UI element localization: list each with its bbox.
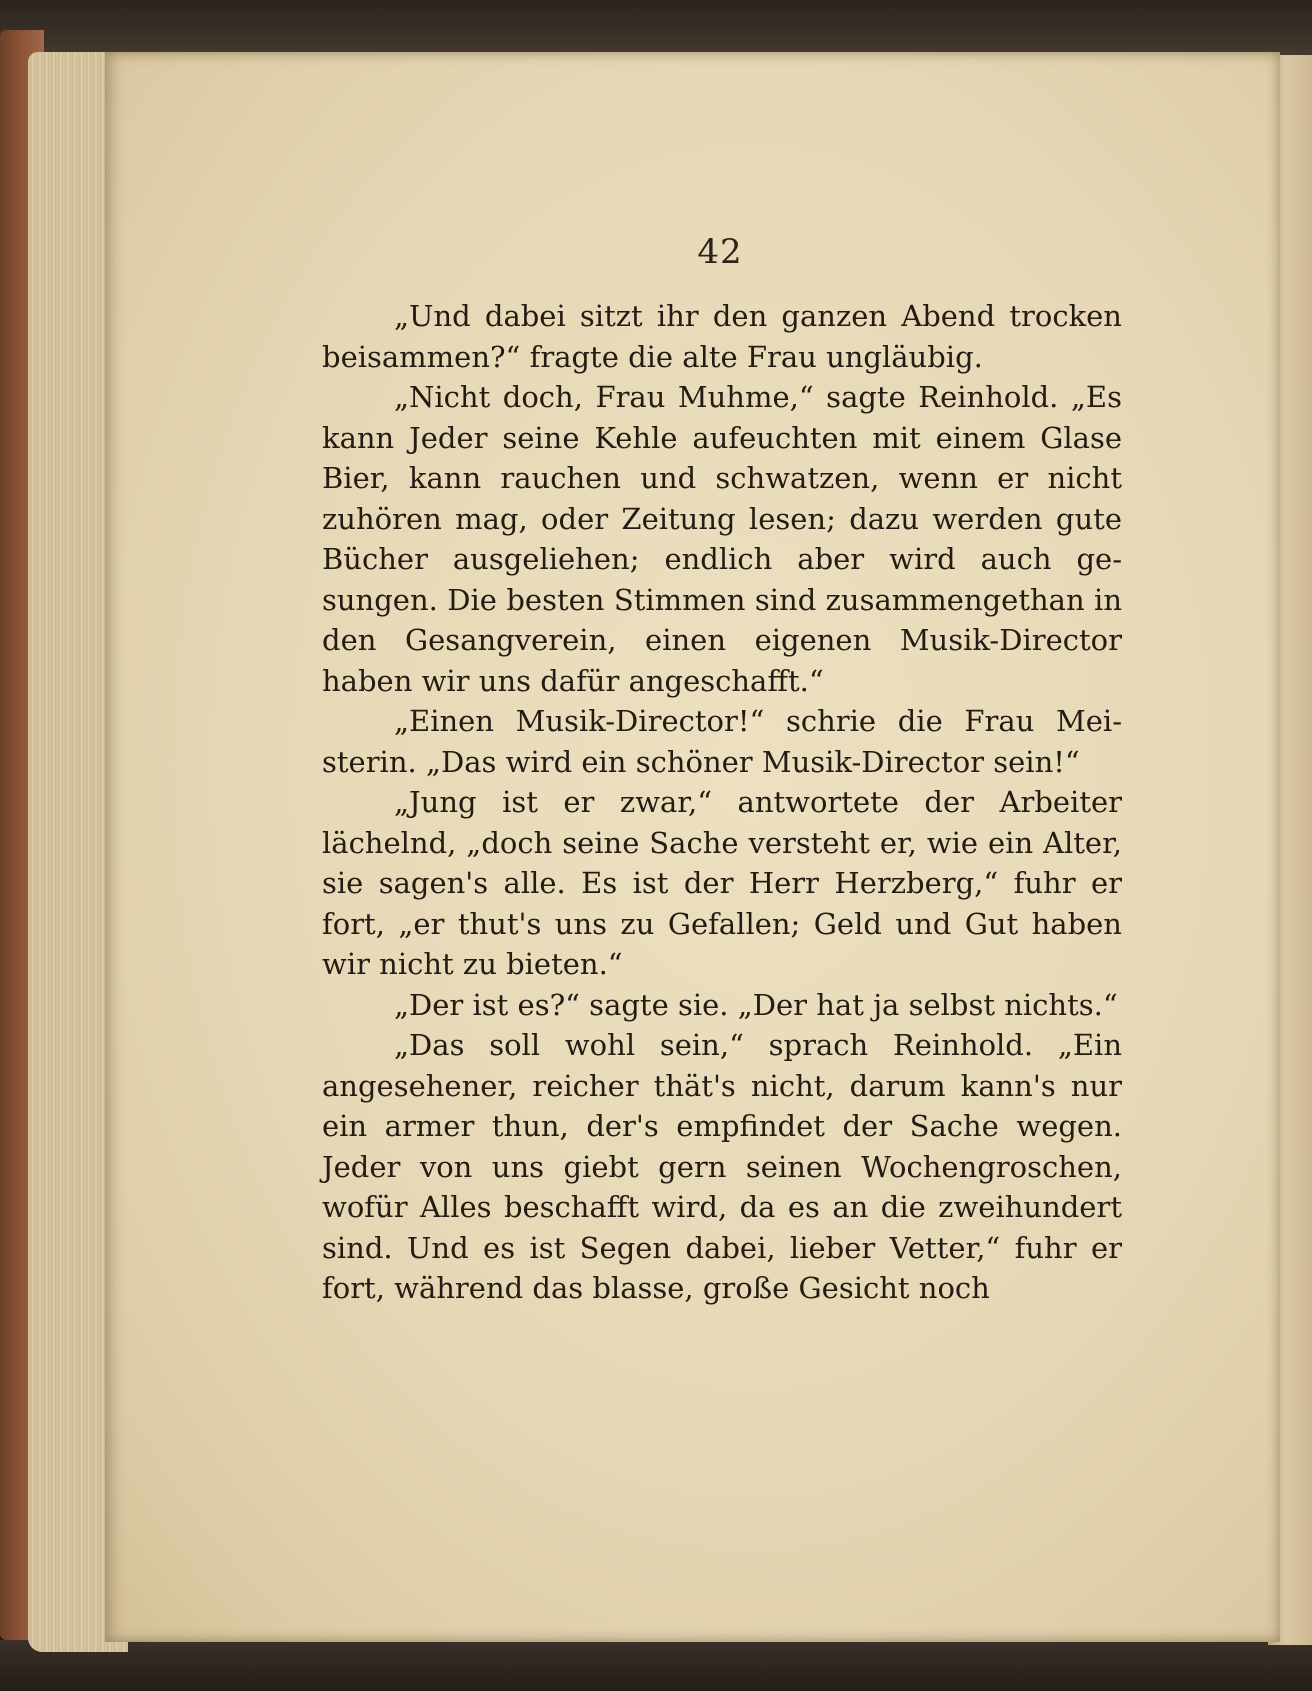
paragraph: „Einen Musik-Director!“ schrie die Frau Meisterin. „Das wird ein schöner Musik-Director sein!“	[322, 704, 1122, 779]
paragraph: „Jung ist er zwar,“ antwortete der Arbeiter lächelnd, „doch seine Sache versteht er, wie ein Alter, sie sagen's alle. Es ist der Herr Herzberg,“ fuhr er fort, „er thut's uns zu Gefallen; Geld und Gut haben wir nicht zu bieten.“	[322, 785, 1122, 981]
book-cover-top	[0, 0, 1312, 60]
paragraph: „Und dabei sitzt ihr den ganzen Abend trocken beisammen?“ fragte die alte Frau ungläubig.	[322, 299, 1122, 374]
page-number: 42	[697, 232, 743, 272]
book-cover-bottom	[0, 1640, 1312, 1691]
paragraph: „Nicht doch, Frau Muhme,“ sagte Reinhold. „Es kann Jeder seine Kehle aufeuchten mit einem Glase Bier, kann rauchen und schwatzen, wenn er nicht zuhören mag, oder Zeitung lesen; dazu werden gute Bücher ausgeliehen; endlich aber wird auch gesungen. Die besten Stimmen sind zusammengethan in den Gesangverein, einen eigenen Musik-Director haben wir uns dafür angeschafft.“	[322, 380, 1122, 698]
body-text	[322, 296, 1122, 1309]
paragraph: „Der ist es?“ sagte sie. „Der hat ja selbst nichts.“	[394, 987, 1118, 1022]
paragraph: „Das soll wohl sein,“ sprach Reinhold. „Ein angesehener, reicher thät's nicht, darum kann's nur ein armer thun, der's empfindet der Sache wegen. Jeder von uns giebt gern seinen Wochengroschen, wofür Alles beschafft wird, da es an die zweihundert sind. Und es ist Segen dabei, lieber Vetter,“ fuhr er fort, während das blasse, große Gesicht noch	[322, 1028, 1122, 1305]
